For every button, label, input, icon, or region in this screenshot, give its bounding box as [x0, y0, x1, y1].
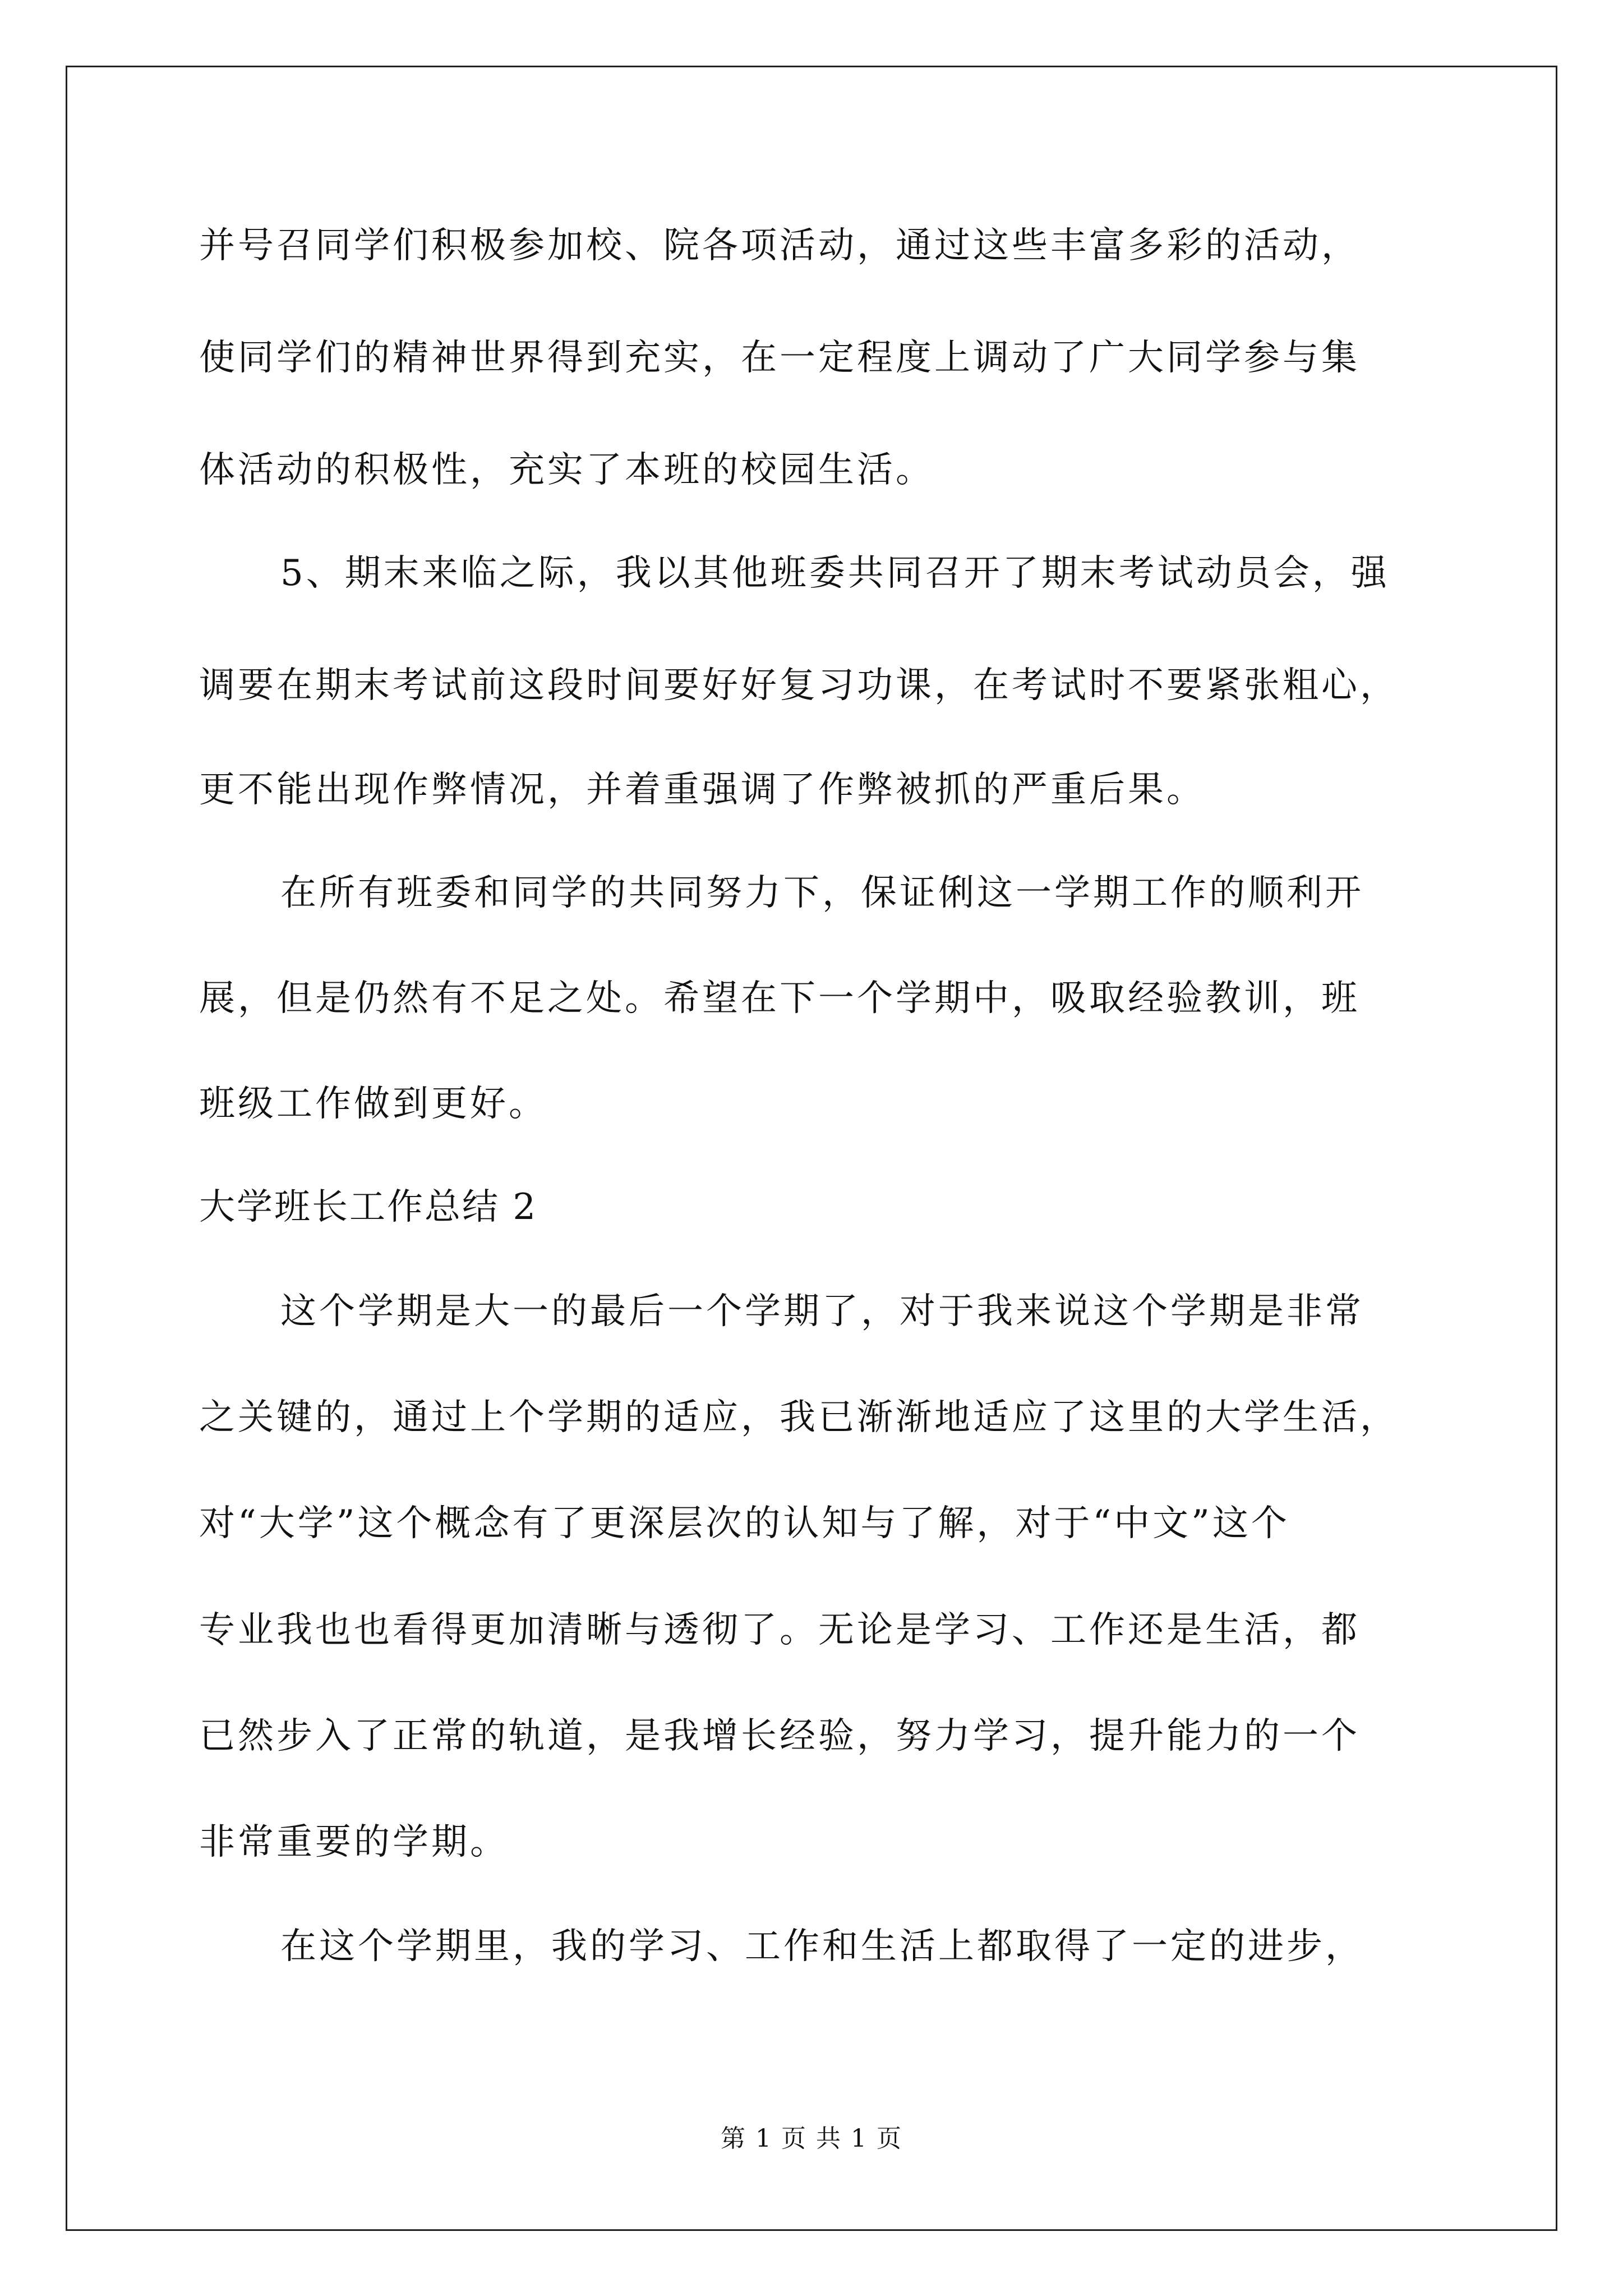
paragraph-line: 之关键的，通过上个学期的适应，我已渐渐地适应了这里的大学生活，	[199, 1397, 1399, 1438]
paragraph-line: 对“大学”这个概念有了更深层次的认知与了解，对于“中文”这个	[199, 1503, 1290, 1544]
paragraph-line: 更不能出现作弊情况，并着重强调了作弊被抓的严重后果。	[199, 769, 1205, 811]
page-border	[66, 66, 1557, 2231]
paragraph-line: 已然步入了正常的轨道，是我增长经验，努力学习，提升能力的一个	[199, 1715, 1360, 1757]
paragraph-line: 非常重要的学期。	[199, 1821, 509, 1863]
paragraph-line: 并号召同学们积极参加校、院各项活动，通过这些丰富多彩的活动，	[199, 225, 1360, 266]
paragraph-line: 在这个学期里，我的学习、工作和生活上都取得了一定的进步，	[280, 1926, 1364, 1967]
page-footer: 第 1 页 共 1 页	[721, 2124, 902, 2153]
paragraph-line: 体活动的积极性，充实了本班的校园生活。	[199, 449, 934, 491]
paragraph-line: 专业我也也看得更加清晰与透彻了。无论是学习、工作还是生活，都	[199, 1609, 1360, 1651]
paragraph-line: 在所有班委和同学的共同努力下，保证俐这一学期工作的顺利开	[280, 872, 1364, 914]
paragraph-line: 5、期末来临之际，我以其他班委共同召开了期末考试动员会，强	[280, 553, 1390, 594]
paragraph-line: 展，但是仍然有不足之处。希望在下一个学期中，吸取经验教训，班	[199, 978, 1360, 1019]
paragraph-line: 这个学期是大一的最后一个学期了，对于我来说这个学期是非常	[280, 1291, 1364, 1332]
paragraph-line: 使同学们的精神世界得到充实，在一定程度上调动了广大同学参与集	[199, 337, 1360, 379]
paragraph-line: 班级工作做到更好。	[199, 1083, 547, 1125]
section-heading: 大学班长工作总结 2	[199, 1186, 538, 1228]
paragraph-line: 调要在期末考试前这段时间要好好复习功课，在考试时不要紧张粗心，	[199, 665, 1399, 706]
